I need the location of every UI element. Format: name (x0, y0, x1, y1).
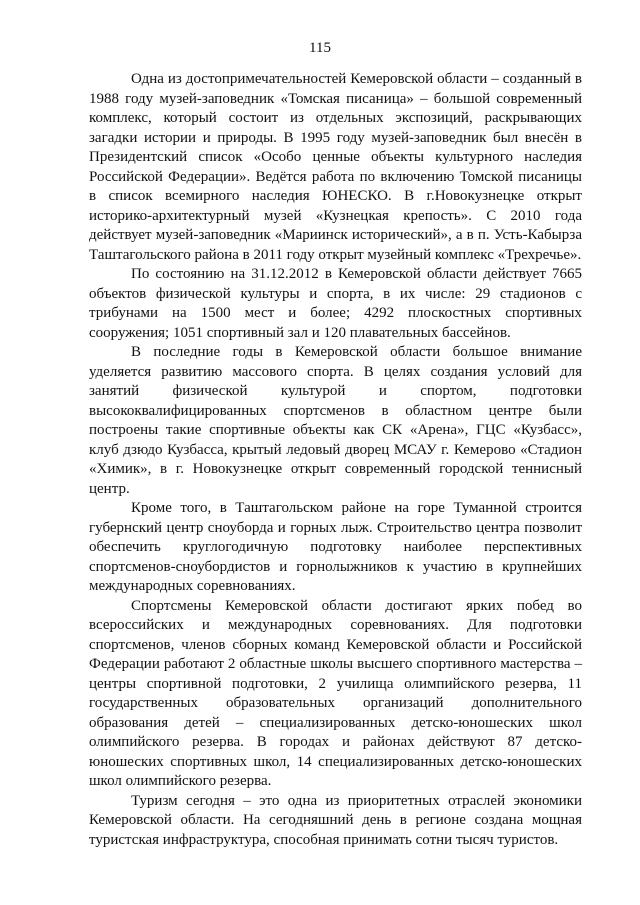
paragraph-sports-facilities: По состоянию на 31.12.2012 в Кемеровской области действует 7665 объектов физической культуры и спорта, в их числе: 29 стадионов с трибунами на 1500 мест и более; 4292 плоскостных спортивных сооружения; 1051 спортивный зал и 120 плавательных бассейнов. (89, 266, 582, 341)
body-text (89, 70, 582, 850)
page-number: 115 (309, 40, 331, 56)
paragraph-museums: Одна из достопримечательностей Кемеровской области – созданный в 1988 году музей-заповедник «Томская писаница» – большой современный комплекс, который состоит из отдельных экспозиций, раскрывающих загадки истории и природы. В 1995 году музей-заповедник был внесён в Президентский список «Особо ценные объекты культурного наследия Российской Федерации». Ведётся работа по включению Томской писаницы в список всемирного наследия ЮНЕСКО. В г.Новокузнецке открыт историко-архитектурный музей «Кузнецкая крепость». С 2010 года действует музей-заповедник «Мариинск исторический», а в п. Усть-Кабырза Таштагольского района в 2011 году открыт музейный комплекс «Трехречье». (89, 71, 582, 263)
paragraph-tourism: Туризм сегодня – это одна из приоритетных отраслей экономики Кемеровской области. На сегодняшний день в регионе создана мощная туристская инфраструктура, способная принимать сотни тысяч туристов. (89, 792, 582, 848)
paragraph-mass-sport: В последние годы в Кемеровской области большое внимание уделяется развитию массового спорта. В целях создания условий для занятий физической культурой и спортом, подготовки высококвалифицированных спортсменов в областном центре были построены такие спортивные объекты как СК «Арена», ГЦС «Кузбасс», клуб дзюдо Кузбасса, крытый ледовый дворец МСАУ г. Кемерово «Стадион «Химик», в г. Новокузнецке открыт современный городской теннисный центр. (89, 344, 582, 497)
paragraph-snowboard-center: Кроме того, в Таштагольском районе на горе Туманной строится губернский центр сноуборда и горных лыж. Строительство центра позволит обеспечить круглогодичную подготовку наиболее перспективных спортсменов-сноубордистов и горнолыжников к участию в крупнейших международных соревнованиях. (89, 500, 582, 594)
paragraph-athletes: Спортсмены Кемеровской области достигают ярких побед во всероссийских и международных соревнованиях. Для подготовки спортсменов, членов сборных команд Кемеровской области и Российской Федерации работают 2 областные школы высшего спортивного мастерства – центры спортивной подготовки, 2 училища олимпийского резерва, 11 государственных образовательных организаций дополнительного образования детей – специализированных детско-юношеских школ олимпийского резерва. В городах и районах действуют 87 детско-юношеских спортивных школ, 14 специализированных детско-юношеских школ олимпийского резерва. (89, 597, 582, 789)
